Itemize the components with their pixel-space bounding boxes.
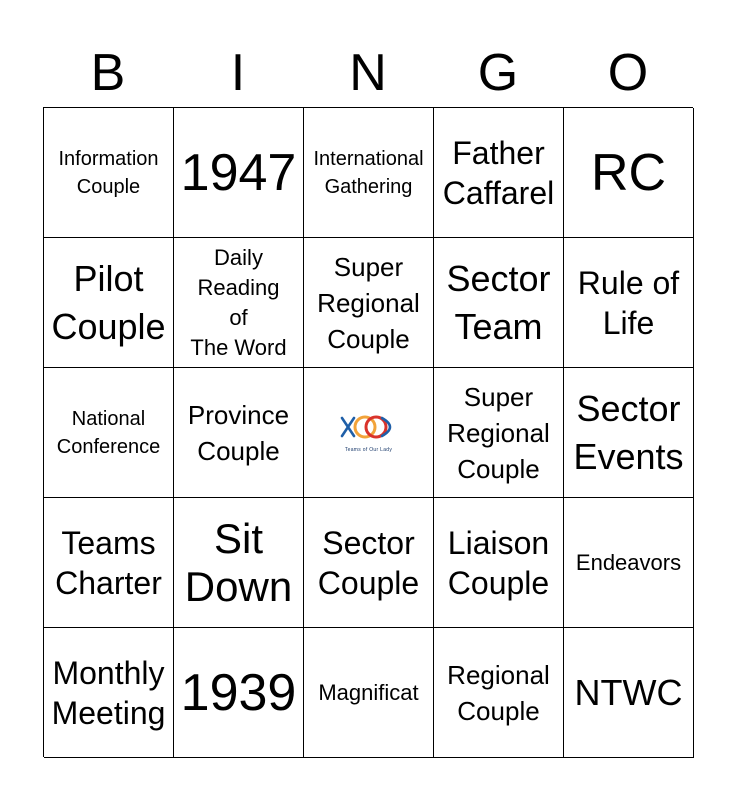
cell-text: Sector Couple bbox=[317, 524, 420, 601]
cell-text: Super Regional Couple bbox=[317, 251, 420, 354]
cell-text: National Conference bbox=[56, 407, 161, 458]
teams-of-our-lady-logo bbox=[338, 412, 400, 453]
cell-text: Endeavors bbox=[575, 549, 682, 575]
cell-text: Rule of Life bbox=[577, 264, 680, 341]
bingo-cell-r3-c2[interactable] bbox=[174, 368, 304, 498]
bingo-cell-r2-c2[interactable] bbox=[174, 238, 304, 368]
bingo-cell-r4-c4[interactable] bbox=[434, 498, 564, 628]
cell-text: Regional Couple bbox=[447, 659, 550, 726]
bingo-cell-r3-c4[interactable] bbox=[434, 368, 564, 498]
cell-text: Liaison Couple bbox=[447, 524, 550, 601]
bingo-cell-r5-c5[interactable] bbox=[564, 628, 694, 758]
bingo-cell-r1-c5[interactable] bbox=[564, 108, 694, 238]
logo-tagline: Teams of Our Lady bbox=[344, 447, 393, 453]
bingo-card-grid bbox=[43, 107, 693, 757]
cell-text: Teams Charter bbox=[55, 524, 162, 601]
cell-text: Magnificat bbox=[318, 679, 419, 705]
cell-text: Province Couple bbox=[187, 399, 290, 466]
header-letter-i: I bbox=[230, 44, 246, 102]
cell-text: Super Regional Couple bbox=[447, 381, 550, 484]
bingo-cell-r2-c4[interactable] bbox=[434, 238, 564, 368]
cell-text: Sit Down bbox=[184, 514, 293, 610]
bingo-cell-r1-c1[interactable] bbox=[44, 108, 174, 238]
bingo-cell-r2-c1[interactable] bbox=[44, 238, 174, 368]
bingo-cell-r5-c1[interactable] bbox=[44, 628, 174, 758]
cell-text: RC bbox=[590, 143, 667, 202]
logo-fish-icon bbox=[338, 412, 400, 446]
bingo-header bbox=[43, 38, 693, 108]
cell-text: 1939 bbox=[180, 663, 297, 722]
bingo-cell-r4-c2[interactable] bbox=[174, 498, 304, 628]
bingo-cell-r5-c4[interactable] bbox=[434, 628, 564, 758]
bingo-cell-r4-c5[interactable] bbox=[564, 498, 694, 628]
cell-text: Pilot Couple bbox=[51, 257, 166, 347]
cell-text: NTWC bbox=[574, 671, 683, 713]
bingo-cell-r2-c3[interactable] bbox=[304, 238, 434, 368]
bingo-cell-r2-c5[interactable] bbox=[564, 238, 694, 368]
bingo-cell-r4-c1[interactable] bbox=[44, 498, 174, 628]
bingo-cell-r3-c5[interactable] bbox=[564, 368, 694, 498]
cell-text: 1947 bbox=[180, 143, 297, 202]
bingo-cell-r3-c1[interactable] bbox=[44, 368, 174, 498]
bingo-cell-r1-c4[interactable] bbox=[434, 108, 564, 238]
header-letter-g: G bbox=[477, 44, 519, 102]
header-letter-b: B bbox=[90, 44, 126, 102]
bingo-cell-r5-c3[interactable] bbox=[304, 628, 434, 758]
header-letter-o: O bbox=[607, 44, 649, 102]
free-space-cell[interactable] bbox=[304, 368, 434, 498]
cell-text: Sector Events bbox=[573, 387, 684, 477]
cell-text: Sector Team bbox=[446, 257, 551, 347]
bingo-cell-r5-c2[interactable] bbox=[174, 628, 304, 758]
bingo-cell-r1-c3[interactable] bbox=[304, 108, 434, 238]
cell-text: International Gathering bbox=[313, 147, 424, 198]
header-letter-n: N bbox=[349, 44, 387, 102]
cell-text: Daily Reading of The Word bbox=[190, 244, 287, 360]
bingo-cell-r1-c2[interactable] bbox=[174, 108, 304, 238]
cell-text: Father Caffarel bbox=[442, 134, 555, 211]
cell-text: Monthly Meeting bbox=[51, 654, 166, 731]
cell-text: Information Couple bbox=[58, 147, 159, 198]
bingo-cell-r4-c3[interactable] bbox=[304, 498, 434, 628]
